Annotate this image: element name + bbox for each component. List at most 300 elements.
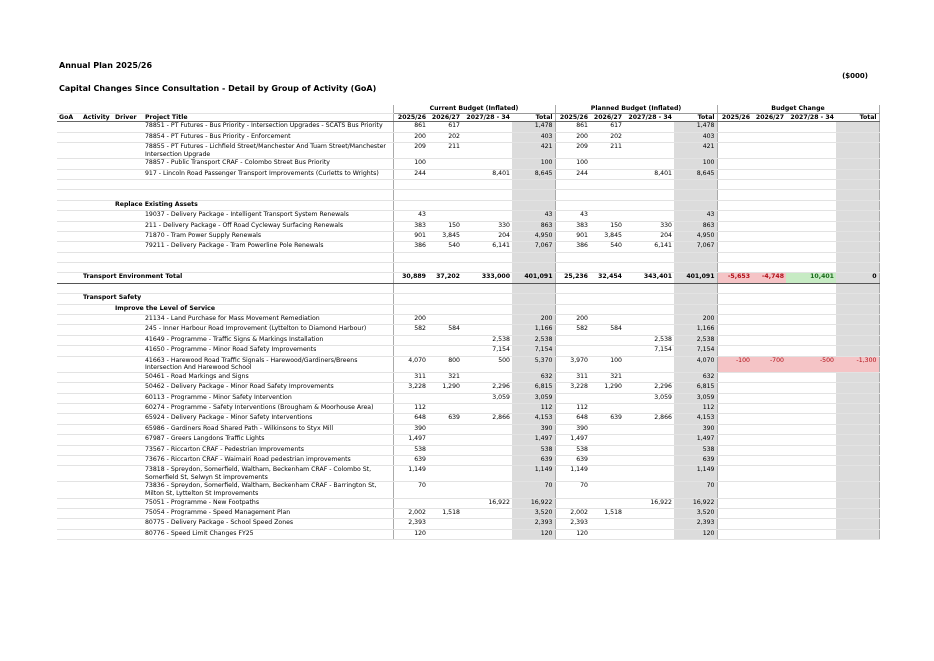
planned-value-cell: 211 [590,142,624,158]
project-row [57,498,879,508]
planned-value-cell: 70 [674,482,717,498]
col-header-activity: Activity [81,113,113,122]
project-row [57,325,879,335]
planned-value-cell [624,325,674,335]
current-value-cell [462,315,512,325]
change-value-cell [752,445,786,455]
change-value-cell [786,455,836,465]
col-header-goa: GoA [57,113,81,122]
project-row [57,393,879,403]
change-value-cell [752,122,786,132]
empty-cell [143,263,393,273]
empty-cell [81,455,113,465]
planned-value-cell [590,529,624,539]
planned-value-cell [590,519,624,529]
change-value-cell [752,482,786,498]
col-header-driver: Driver [113,113,143,122]
empty-cell [57,482,81,498]
planned-value-cell: 150 [590,221,624,231]
change-value-cell: -500 [786,356,836,372]
current-value-cell: 7,154 [462,346,512,356]
empty-cell [81,142,113,158]
planned-value-cell [590,424,624,434]
planned-value-cell: 321 [590,372,624,382]
empty-cell [57,424,81,434]
change-value-cell [836,159,879,169]
current-value-cell: 2,002 [393,509,428,519]
planned-value-cell: 6,141 [624,242,674,252]
project-row [57,132,879,142]
current-value-cell: 639 [428,414,462,424]
change-value-cell [717,346,752,356]
change-value-cell [786,383,836,393]
current-value-cell: 863 [512,221,555,231]
empty-cell [57,403,81,413]
planned-value-cell: 200 [674,315,717,325]
current-value-cell: 1,497 [393,435,428,445]
current-value-cell: 70 [393,482,428,498]
planned-value-cell: 2,002 [555,509,590,519]
change-value-cell [717,169,752,179]
planned-value-cell: 112 [555,403,590,413]
empty-cell [57,335,81,345]
planned-value-cell [624,519,674,529]
section-title-cell: Improve the Level of Service [113,304,393,314]
report-subtitle: Capital Changes Since Consultation - Detail by Group of Activity (GoA) [59,84,377,93]
project-title-cell: 67987 - Greers Langdons Traffic Lights [143,435,393,445]
change-value-cell [717,455,752,465]
change-value-cell [752,304,786,314]
project-row [57,242,879,252]
empty-cell [113,283,143,293]
empty-cell [81,372,113,382]
project-row [57,335,879,345]
current-value-cell [462,200,512,210]
current-value-cell: 244 [393,169,428,179]
current-value-cell [428,283,462,293]
current-value-cell [428,403,462,413]
project-row [57,346,879,356]
planned-value-cell [590,435,624,445]
planned-value-cell [555,294,590,304]
planned-value-cell [624,211,674,221]
planned-value-cell: 390 [674,424,717,434]
planned-value-cell [624,424,674,434]
change-value-cell [752,159,786,169]
empty-cell [57,383,81,393]
current-value-cell: 3,228 [393,383,428,393]
change-value-cell [836,424,879,434]
empty-cell [81,252,113,262]
empty-cell [57,346,81,356]
planned-value-cell: 639 [674,455,717,465]
project-title-cell: 78854 - PT Futures - Bus Priority - Enforcement [143,132,393,142]
current-value-cell: 30,889 [393,273,428,283]
group-header-change: Budget Change [717,105,879,113]
current-value-cell [462,435,512,445]
current-value-cell [462,294,512,304]
planned-value-cell [590,455,624,465]
group-header-current: Current Budget (Inflated) [393,105,555,113]
empty-cell [113,519,143,529]
current-value-cell [462,403,512,413]
change-value-cell [752,263,786,273]
empty-cell [81,179,113,189]
planned-value-cell: 204 [624,231,674,241]
current-value-cell [512,294,555,304]
empty-cell [81,315,113,325]
change-value-cell [717,498,752,508]
empty-cell [113,509,143,519]
change-value-cell [786,169,836,179]
current-value-cell: 204 [462,231,512,241]
empty-cell [113,231,143,241]
planned-value-cell: 1,497 [674,435,717,445]
change-value-cell [717,519,752,529]
current-value-cell: 421 [512,142,555,158]
change-value-cell [717,159,752,169]
current-value-cell [512,200,555,210]
empty-cell [81,335,113,345]
current-value-cell [428,159,462,169]
capital-changes-table [57,105,880,540]
planned-value-cell [624,294,674,304]
project-title-cell: 41650 - Programme - Minor Road Safety Improvements [143,346,393,356]
current-value-cell: 211 [428,142,462,158]
change-value-cell [752,498,786,508]
empty-cell [57,315,81,325]
planned-value-cell: 582 [555,325,590,335]
change-value-cell [786,242,836,252]
planned-value-cell: 43 [555,211,590,221]
planned-value-cell: 617 [590,122,624,132]
empty-cell [57,263,81,273]
empty-cell [113,335,143,345]
empty-cell [81,393,113,403]
current-value-cell: 386 [393,242,428,252]
change-value-cell [836,231,879,241]
planned-value-cell [590,190,624,200]
empty-cell [81,519,113,529]
current-value-cell: 1,497 [512,435,555,445]
change-value-cell [752,466,786,482]
empty-cell [143,283,393,293]
empty-cell [57,356,81,372]
current-value-cell [462,466,512,482]
change-value-cell [752,179,786,189]
change-value-cell [717,283,752,293]
planned-value-cell [624,403,674,413]
change-value-cell [836,169,879,179]
current-value-cell [462,325,512,335]
current-value-cell [428,190,462,200]
current-value-cell [462,509,512,519]
change-value-cell [752,346,786,356]
current-value-cell: 1,166 [512,325,555,335]
report-title: Annual Plan 2025/26 [59,61,153,70]
change-value-cell [836,509,879,519]
planned-value-cell: 648 [555,414,590,424]
empty-cell [81,231,113,241]
planned-value-cell [674,294,717,304]
group-header-planned: Planned Budget (Inflated) [555,105,717,113]
change-value-cell [717,252,752,262]
project-title-cell: 19037 - Delivery Package - Intelligent Transport System Renewals [143,211,393,221]
planned-value-cell: 16,922 [674,498,717,508]
empty-cell [57,294,81,304]
planned-value-cell [590,252,624,262]
empty-cell [113,414,143,424]
project-row [57,466,879,482]
project-row [57,482,879,498]
planned-value-cell: 202 [590,132,624,142]
planned-value-cell [624,122,674,132]
current-value-cell [462,445,512,455]
change-value-cell [786,346,836,356]
current-value-cell: 2,296 [462,383,512,393]
current-value-cell: 540 [428,242,462,252]
change-value-cell [836,315,879,325]
change-value-cell [786,200,836,210]
change-value-cell [717,179,752,189]
empty-cell [57,190,81,200]
section-row [57,304,879,314]
current-value-cell [462,190,512,200]
current-value-cell: 639 [393,455,428,465]
change-value-cell [786,159,836,169]
change-value-cell [836,142,879,158]
project-row [57,169,879,179]
empty-cell [113,356,143,372]
current-value-cell [462,529,512,539]
change-value-cell [752,335,786,345]
planned-value-cell: 209 [555,142,590,158]
spacer-row [57,263,879,273]
change-value-cell [786,221,836,231]
empty-cell [57,435,81,445]
col-header-chg-2026: 2026/27 [752,113,786,122]
current-value-cell [393,252,428,262]
current-value-cell: 120 [512,529,555,539]
empty-cell [143,179,393,189]
current-value-cell: 8,645 [512,169,555,179]
empty-cell [113,315,143,325]
planned-value-cell: 390 [555,424,590,434]
section-row [57,294,879,304]
change-value-cell [717,200,752,210]
planned-value-cell [624,283,674,293]
planned-value-cell [674,252,717,262]
current-value-cell: 330 [462,221,512,231]
current-value-cell: 4,070 [393,356,428,372]
project-row [57,455,879,465]
empty-cell [57,122,81,132]
change-value-cell [836,294,879,304]
planned-value-cell: 2,296 [624,383,674,393]
empty-cell [57,211,81,221]
empty-cell [81,403,113,413]
col-header-cur-2027-34: 2027/28 - 34 [462,113,512,122]
planned-value-cell: 383 [555,221,590,231]
current-value-cell: 500 [462,356,512,372]
col-header-chg-2025: 2025/26 [717,113,752,122]
empty-cell [113,346,143,356]
project-title-cell: 75054 - Programme - Speed Management Plan [143,509,393,519]
change-value-cell [717,325,752,335]
current-value-cell: 1,518 [428,509,462,519]
change-value-cell [717,414,752,424]
change-value-cell [786,335,836,345]
planned-value-cell: 901 [555,231,590,241]
change-value-cell [717,190,752,200]
empty-cell [113,252,143,262]
change-value-cell [786,509,836,519]
current-value-cell [462,159,512,169]
planned-value-cell [674,263,717,273]
planned-value-cell [624,356,674,372]
change-value-cell [752,132,786,142]
planned-value-cell: 4,153 [674,414,717,424]
change-value-cell [786,132,836,142]
change-value-cell [786,403,836,413]
change-value-cell [752,221,786,231]
empty-cell [57,169,81,179]
empty-cell [113,383,143,393]
empty-cell [57,159,81,169]
current-value-cell [393,335,428,345]
current-value-cell: 8,401 [462,169,512,179]
empty-cell [57,325,81,335]
current-value-cell [428,200,462,210]
planned-value-cell [555,304,590,314]
change-value-cell [752,190,786,200]
current-value-cell: 1,290 [428,383,462,393]
planned-value-cell [624,529,674,539]
planned-value-cell: 244 [555,169,590,179]
change-value-cell [752,231,786,241]
change-value-cell [836,346,879,356]
empty-cell [81,200,113,210]
current-value-cell: 112 [512,403,555,413]
change-value-cell [786,315,836,325]
project-row [57,372,879,382]
planned-value-cell [590,498,624,508]
empty-cell [113,211,143,221]
empty-cell [113,142,143,158]
current-value-cell: 7,067 [512,242,555,252]
current-value-cell: 383 [393,221,428,231]
planned-value-cell: 861 [555,122,590,132]
current-value-cell [428,335,462,345]
planned-value-cell: 120 [555,529,590,539]
empty-cell [57,519,81,529]
empty-cell [113,445,143,455]
current-value-cell: 16,922 [462,498,512,508]
planned-value-cell: 1,290 [590,383,624,393]
project-title-cell: 917 - Lincoln Road Passenger Transport Improvements (Curletts to Wrights) [143,169,393,179]
change-value-cell [786,435,836,445]
change-value-cell [752,252,786,262]
project-row [57,403,879,413]
current-value-cell: 100 [512,159,555,169]
change-value-cell [717,383,752,393]
planned-value-cell: 70 [555,482,590,498]
planned-value-cell: 25,236 [555,273,590,283]
current-value-cell [428,519,462,529]
planned-value-cell: 863 [674,221,717,231]
empty-cell [57,231,81,241]
planned-value-cell [624,435,674,445]
planned-value-cell [624,142,674,158]
current-value-cell [462,519,512,529]
planned-value-cell: 7,154 [674,346,717,356]
empty-cell [57,200,81,210]
change-value-cell [786,519,836,529]
current-value-cell: 1,478 [512,122,555,132]
current-value-cell: 7,154 [512,346,555,356]
project-title-cell: 60113 - Programme - Minor Safety Intervention [143,393,393,403]
current-value-cell [462,263,512,273]
planned-value-cell: 1,497 [555,435,590,445]
current-value-cell: 120 [393,529,428,539]
project-row [57,435,879,445]
planned-value-cell: 8,401 [624,169,674,179]
planned-value-cell: 32,454 [590,273,624,283]
change-value-cell [752,200,786,210]
change-value-cell [717,435,752,445]
planned-value-cell [555,200,590,210]
planned-value-cell: 200 [555,132,590,142]
change-value-cell [752,211,786,221]
current-value-cell [512,252,555,262]
current-value-cell: 3,059 [462,393,512,403]
project-title-cell: 78851 - PT Futures - Bus Priority - Intersection Upgrades - SCATS Bus Priority [143,122,393,132]
planned-value-cell [590,482,624,498]
current-value-cell: 2,538 [462,335,512,345]
empty-cell [57,283,81,293]
current-value-cell [428,424,462,434]
project-row [57,424,879,434]
current-value-cell: 37,202 [428,273,462,283]
current-value-cell: 584 [428,325,462,335]
empty-cell [81,383,113,393]
empty-cell [81,169,113,179]
planned-value-cell [590,346,624,356]
empty-cell [81,283,113,293]
empty-cell [57,466,81,482]
empty-cell [81,132,113,142]
change-value-cell: 10,401 [786,273,836,283]
empty-cell [81,304,113,314]
empty-cell [113,263,143,273]
section-title-cell: Transport Environment Total [81,273,393,283]
empty-cell [81,325,113,335]
change-value-cell [786,482,836,498]
planned-value-cell [555,335,590,345]
empty-cell [57,414,81,424]
change-value-cell: 0 [836,273,879,283]
planned-value-cell: 330 [624,221,674,231]
spacer-row [57,252,879,262]
change-value-cell [836,179,879,189]
empty-cell [81,356,113,372]
project-title-cell: 41649 - Programme - Traffic Signs & Markings Installation [143,335,393,345]
current-value-cell [462,211,512,221]
units-label: ($000) [842,72,868,80]
current-value-cell [393,179,428,189]
planned-value-cell: 4,950 [674,231,717,241]
planned-value-cell [624,304,674,314]
